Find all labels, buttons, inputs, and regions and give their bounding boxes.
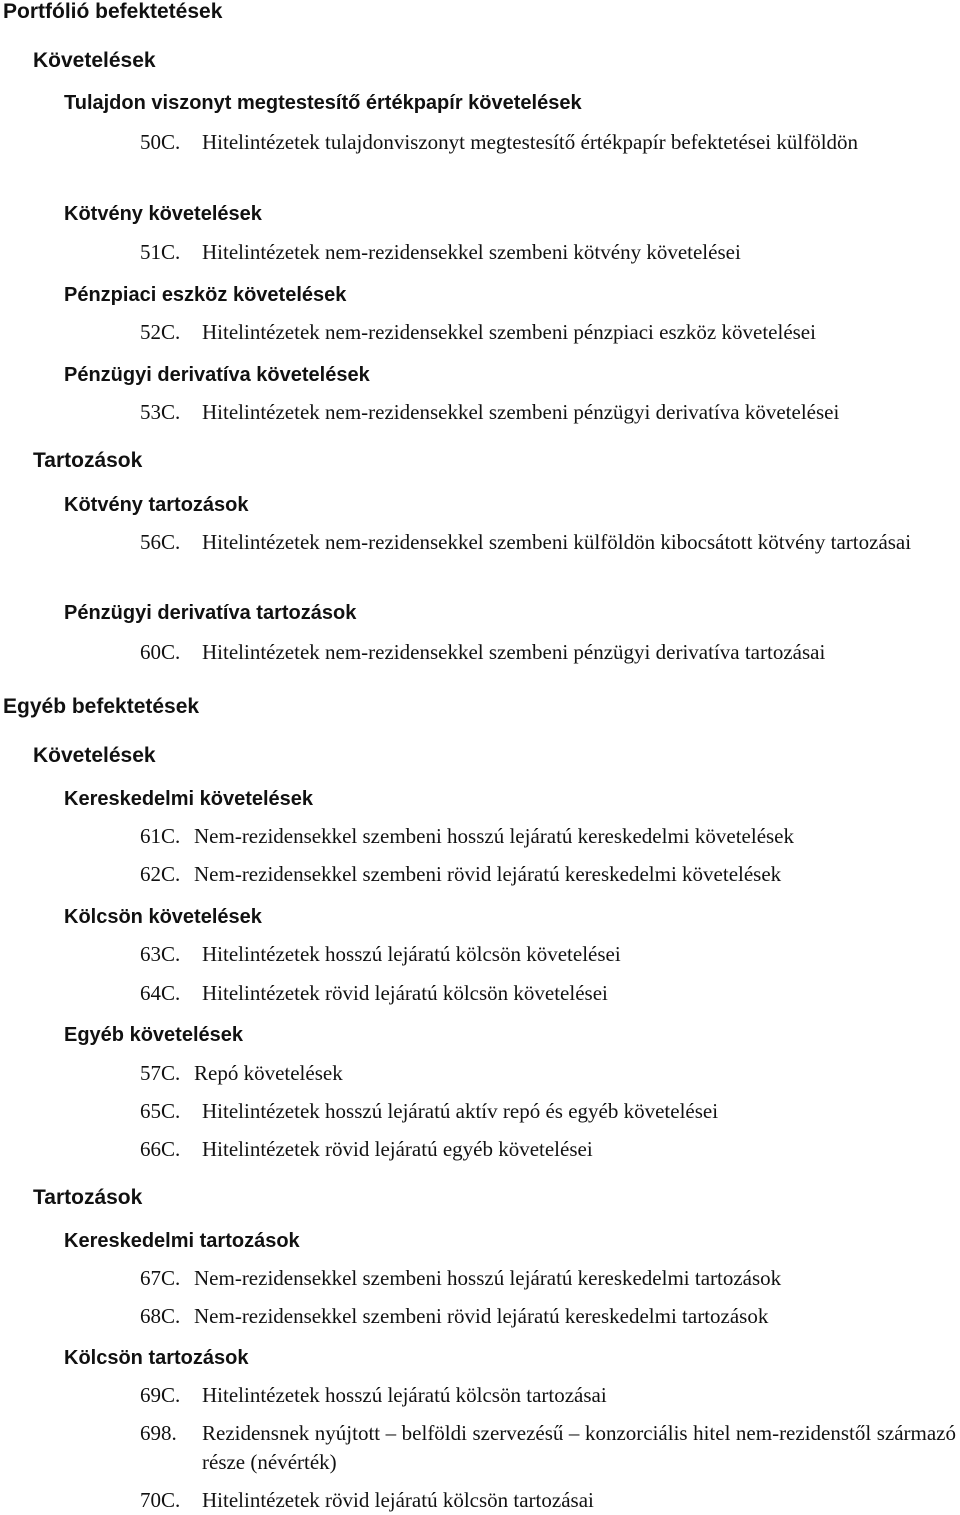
subsection-heading-portfolio-liabilities: Tartozások bbox=[33, 449, 143, 472]
subsection-heading-other-liabilities: Tartozások bbox=[33, 1186, 143, 1209]
list-item bbox=[140, 1059, 956, 1088]
item-text: Nem-rezidensekkel szembeni rövid lejáratú kereskedelmi követelések bbox=[194, 862, 782, 886]
item-code: 50C. bbox=[140, 130, 181, 154]
list-item bbox=[140, 860, 956, 889]
group-heading: Kötvény követelések bbox=[64, 203, 262, 225]
section-heading-other: Egyéb befektetések bbox=[3, 695, 200, 718]
list-item bbox=[140, 979, 956, 1008]
group-heading: Kölcsön követelések bbox=[64, 906, 262, 928]
list-item bbox=[140, 128, 956, 157]
list-item bbox=[140, 238, 956, 267]
item-text: Hitelintézetek tulajdonviszonyt megtestesítő értékpapír befektetései külföldön bbox=[202, 130, 859, 154]
subsection-heading-other-claims: Követelések bbox=[33, 744, 156, 767]
item-text: Nem-rezidensekkel szembeni rövid lejáratú kereskedelmi tartozások bbox=[194, 1304, 769, 1328]
list-item bbox=[140, 398, 956, 427]
item-text: Hitelintézetek hosszú lejáratú aktív repó és egyéb követelései bbox=[202, 1099, 719, 1123]
list-item bbox=[140, 940, 956, 969]
list-item bbox=[140, 318, 956, 347]
item-text: Nem-rezidensekkel szembeni hosszú lejáratú kereskedelmi tartozások bbox=[194, 1266, 782, 1290]
item-text: Hitelintézetek rövid lejáratú kölcsön tartozásai bbox=[202, 1488, 594, 1512]
list-item bbox=[140, 1486, 956, 1515]
item-code: 60C. bbox=[140, 640, 181, 664]
subsection-heading-portfolio-claims: Követelések bbox=[33, 49, 156, 72]
item-code: 64C. bbox=[140, 981, 181, 1005]
list-item bbox=[140, 822, 956, 851]
item-text: Hitelintézetek rövid lejáratú egyéb követelései bbox=[202, 1137, 593, 1161]
group-heading: Egyéb követelések bbox=[64, 1024, 243, 1046]
item-text: Nem-rezidensekkel szembeni hosszú lejáratú kereskedelmi követelések bbox=[194, 824, 795, 848]
group-heading: Kereskedelmi tartozások bbox=[64, 1230, 300, 1252]
group-heading: Tulajdon viszonyt megtestesítő értékpapír követelések bbox=[64, 92, 582, 114]
list-item bbox=[140, 1419, 956, 1477]
list-item bbox=[140, 1135, 956, 1164]
list-item bbox=[140, 528, 956, 557]
item-code: 61C. bbox=[140, 824, 181, 848]
item-text: Rezidensnek nyújtott – belföldi szervezésű – konzorciális hitel nem-rezidenstől származó része (névérték) bbox=[202, 1421, 956, 1474]
list-item bbox=[140, 1302, 956, 1331]
item-code: 68C. bbox=[140, 1304, 181, 1328]
section-heading-portfolio: Portfólió befektetések bbox=[3, 0, 223, 23]
item-code: 698. bbox=[140, 1421, 177, 1445]
item-text: Hitelintézetek nem-rezidensekkel szembeni külföldön kibocsátott kötvény tartozásai bbox=[202, 530, 912, 554]
group-heading: Kölcsön tartozások bbox=[64, 1347, 249, 1369]
group-heading: Pénzügyi derivatíva tartozások bbox=[64, 602, 357, 624]
item-text: Hitelintézetek hosszú lejáratú kölcsön követelései bbox=[202, 942, 621, 966]
group-heading: Pénzpiaci eszköz követelések bbox=[64, 284, 347, 306]
item-text: Hitelintézetek hosszú lejáratú kölcsön tartozásai bbox=[202, 1383, 607, 1407]
item-text: Hitelintézetek nem-rezidensekkel szembeni pénzpiaci eszköz követelései bbox=[202, 320, 816, 344]
item-text: Hitelintézetek nem-rezidensekkel szembeni pénzügyi derivatíva követelései bbox=[202, 400, 840, 424]
item-text: Hitelintézetek nem-rezidensekkel szembeni kötvény követelései bbox=[202, 240, 741, 264]
group-heading: Pénzügyi derivatíva követelések bbox=[64, 364, 370, 386]
item-text: Repó követelések bbox=[194, 1061, 343, 1085]
list-item bbox=[140, 1264, 956, 1293]
list-item bbox=[140, 1097, 956, 1126]
item-code: 51C. bbox=[140, 240, 181, 264]
item-text: Hitelintézetek rövid lejáratú kölcsön követelései bbox=[202, 981, 608, 1005]
item-code: 52C. bbox=[140, 320, 181, 344]
item-text: Hitelintézetek nem-rezidensekkel szembeni pénzügyi derivatíva tartozásai bbox=[202, 640, 826, 664]
group-heading: Kötvény tartozások bbox=[64, 494, 249, 516]
item-code: 63C. bbox=[140, 942, 181, 966]
list-item bbox=[140, 638, 956, 667]
item-code: 62C. bbox=[140, 862, 181, 886]
item-code: 57C. bbox=[140, 1061, 181, 1085]
item-code: 65C. bbox=[140, 1099, 181, 1123]
item-code: 70C. bbox=[140, 1488, 181, 1512]
group-heading: Kereskedelmi követelések bbox=[64, 788, 314, 810]
item-code: 66C. bbox=[140, 1137, 181, 1161]
item-code: 56C. bbox=[140, 530, 181, 554]
list-item bbox=[140, 1381, 956, 1410]
item-code: 53C. bbox=[140, 400, 181, 424]
item-code: 69C. bbox=[140, 1383, 181, 1407]
item-code: 67C. bbox=[140, 1266, 181, 1290]
